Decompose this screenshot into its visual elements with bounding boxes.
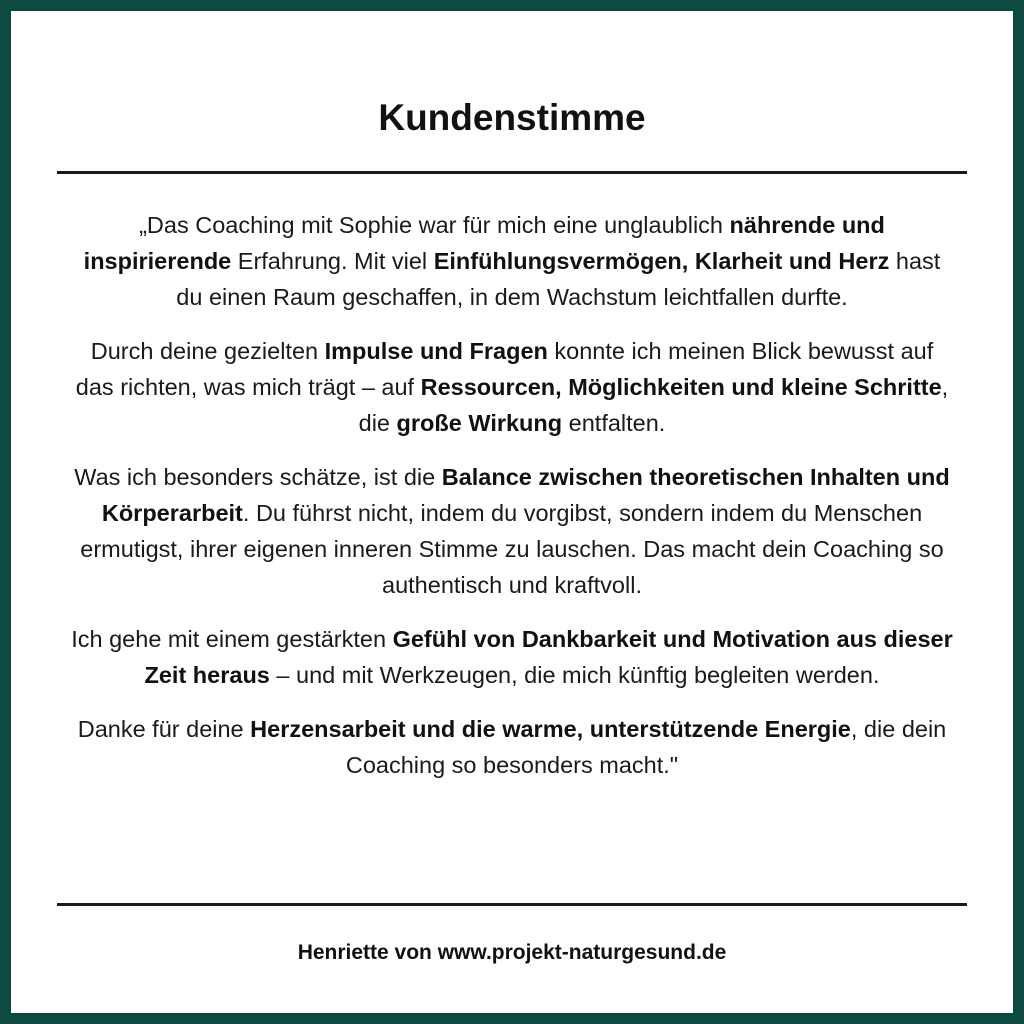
emphasis-text: Impulse und Fragen xyxy=(324,338,548,364)
quote-paragraph xyxy=(69,621,955,693)
quote-paragraph xyxy=(69,207,955,315)
emphasis-text: Herzensarbeit und die warme, unterstützende Energie xyxy=(250,716,851,742)
page-title: Kundenstimme xyxy=(378,97,646,138)
quote-text: Was ich besonders schätze, ist die xyxy=(74,464,442,490)
quote-text: , die xyxy=(358,374,949,436)
quote-text: Durch deine gezielten xyxy=(90,338,325,364)
quote-text: – und mit Werkzeugen, die mich künftig begleiten werden. xyxy=(269,662,880,688)
quote-text: entfalten. xyxy=(562,410,666,436)
quote-text: Ich gehe mit einem gestärkten xyxy=(71,626,393,652)
quote-text: Erfahrung. Mit viel xyxy=(231,248,434,274)
emphasis-text: Ressourcen, Möglichkeiten und kleine Schritte xyxy=(420,374,942,400)
quote-text: , die dein Coaching so besonders macht." xyxy=(345,716,947,778)
quote-text: „Das Coaching mit Sophie war für mich eine unglaublich xyxy=(139,212,730,238)
quote-paragraph xyxy=(69,333,955,441)
testimonial-card xyxy=(11,11,1013,1013)
emphasis-text: große Wirkung xyxy=(396,410,563,436)
quote-paragraph xyxy=(69,711,955,783)
author-attribution: Henriette von www.projekt-naturgesund.de xyxy=(297,941,727,964)
quote-text: hast du einen Raum geschaffen, in dem Wachstum leichtfallen durfte. xyxy=(176,248,941,310)
emphasis-text: Gefühl von Dankbarkeit und Motivation aus dieser Zeit heraus xyxy=(144,626,953,688)
quote-paragraph xyxy=(69,459,955,603)
quote-text: . Du führst nicht, indem du vorgibst, sondern indem du Menschen ermutigst, ihrer eigenen inneren Stimme zu lauschen. Das macht dein Coaching so authentisch und kraftvoll. xyxy=(80,500,944,598)
emphasis-text: Einfühlungsvermögen, Klarheit und Herz xyxy=(433,248,890,274)
emphasis-text: Balance zwischen theoretischen Inhalten und Körperarbeit xyxy=(101,464,950,526)
emphasis-text: nährende und inspirierende xyxy=(83,212,885,274)
quote-text: konnte ich meinen Blick bewusst auf das richten, was mich trägt – auf xyxy=(75,338,934,400)
quote-text: Danke für deine xyxy=(77,716,251,742)
testimonial-quote xyxy=(69,207,955,801)
bottom-divider xyxy=(57,903,967,906)
top-divider xyxy=(57,171,967,174)
